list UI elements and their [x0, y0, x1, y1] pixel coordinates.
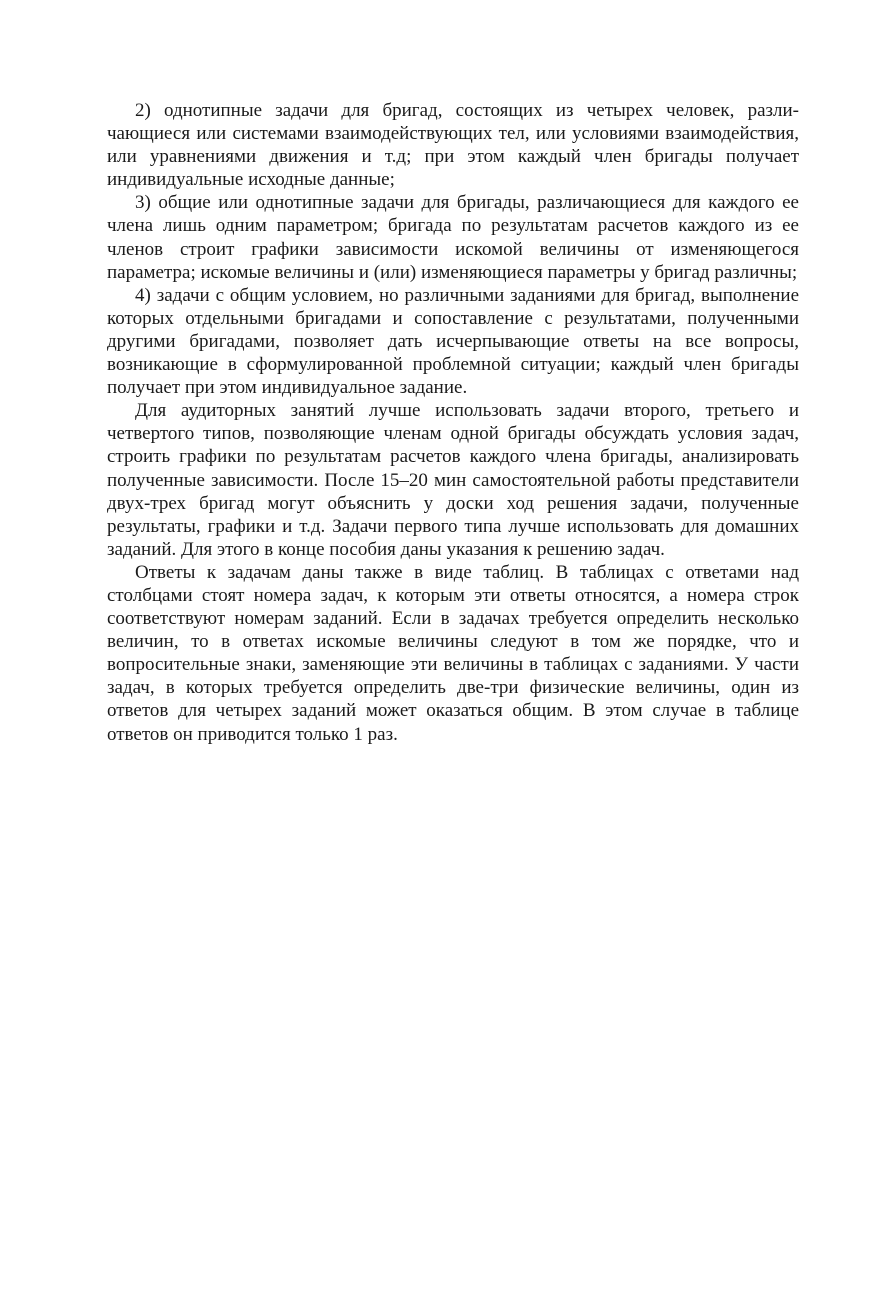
- paragraph-type-3: 3) общие или однотипные задачи для бригады, различающиеся для каждого ее члена лишь одним параметром; бригада по результатам расчетов каждого из ее членов строит графики зависимости искомой величины от изменяющегося параметра; искомые величины и (или) изменяющиеся параметры у бригад различны;: [107, 192, 799, 283]
- paragraph-type-4: 4) задачи с общим условием, но различными заданиями для бригад, выполнение которых отдельными бригадами и сопоставление с результатами, полученными другими бригадами, позволяет дать исчерпывающие ответы на все вопросы, возникающие в сформулированной проблемной ситуации; каждый член бригады получает при этом индивидуальное задание.: [107, 284, 799, 399]
- paragraph-type-2: 2) однотипные задачи для бригад, состоящих из четырех человек, различающиеся или системами взаимодействующих тел, или условиями взаимодействия, или уравнениями движения и т.д; при этом каждый член бригады получает индивидуальные исходные данные;: [107, 100, 799, 191]
- paragraph-classroom-use: Для аудиторных занятий лучше использовать задачи второго, третьего и четвертого типов, позволяющие членам одной бригады обсуждать условия задач, строить графики по результатам расчетов каждого члена бригады, анализировать полученные зависимости. После 15–20 мин самостоятельной работы представители двух-трех бригад могут объяснить у доски ход решения задачи, полученные результаты, графики и т.д. Задачи первого типа лучше использовать для домашних заданий. Для этого в конце пособия даны указания к решению задач.: [107, 400, 799, 560]
- paragraph-answers: Ответы к задачам даны также в виде таблиц. В таблицах с ответами над столбцами стоят номера задач, к которым эти ответы относятся, а номера строк соответствуют номерам заданий. Если в задачах требуется определить несколько величин, то в ответах искомые величины следуют в том же порядке, что и вопросительные знаки, заменяющие эти величины в таблицах с заданиями. У части задач, в которых требуется определить две-три физические величины, один из ответов для четырех заданий может оказаться общим. В этом случае в таблице ответов он приводится только 1 раз.: [107, 561, 799, 745]
- page-text: [107, 99, 799, 746]
